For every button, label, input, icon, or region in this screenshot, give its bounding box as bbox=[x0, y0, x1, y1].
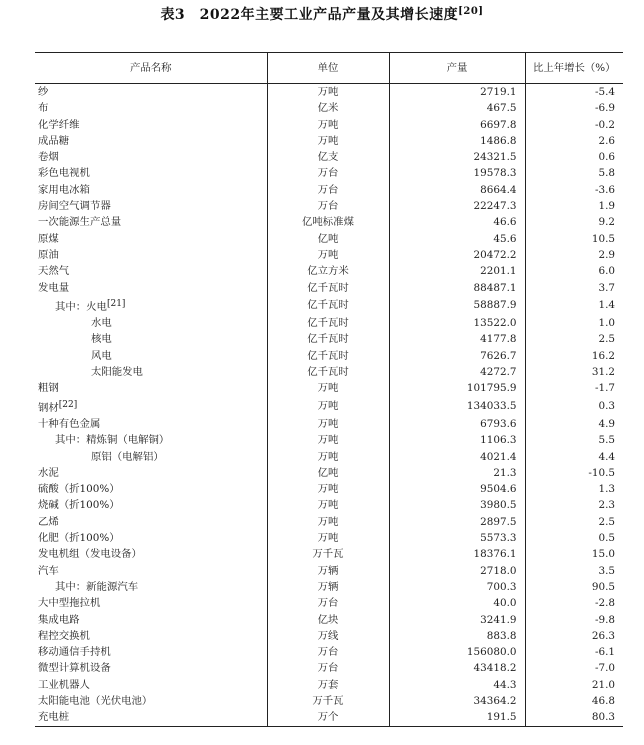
growth-cell: 10.5 bbox=[525, 231, 623, 247]
product-name-cell bbox=[35, 677, 267, 693]
table-row bbox=[35, 348, 623, 364]
table-row bbox=[35, 231, 623, 247]
product-name: 乙烯 bbox=[38, 515, 59, 528]
table-row bbox=[35, 449, 623, 465]
table-row bbox=[35, 612, 623, 628]
product-name-cell bbox=[35, 182, 267, 198]
product-name: 房间空气调节器 bbox=[38, 200, 111, 213]
growth-cell: 2.5 bbox=[525, 514, 623, 530]
output-cell: 191.5 bbox=[389, 709, 525, 726]
product-name: 太阳能发电 bbox=[91, 366, 143, 379]
unit-cell: 万吨 bbox=[267, 514, 389, 530]
output-cell: 4021.4 bbox=[389, 449, 525, 465]
output-cell: 3241.9 bbox=[389, 612, 525, 628]
footnote-marker: [22] bbox=[58, 399, 78, 410]
unit-cell: 万吨 bbox=[267, 84, 389, 101]
unit-cell: 万吨 bbox=[267, 133, 389, 149]
unit-cell: 万吨 bbox=[267, 481, 389, 497]
table-row bbox=[35, 465, 623, 481]
product-name-cell bbox=[35, 315, 267, 331]
table-row bbox=[35, 364, 623, 380]
product-name-cell bbox=[35, 296, 267, 315]
table-row bbox=[35, 709, 623, 726]
table-title-footnote: [20] bbox=[458, 6, 484, 17]
product-name-cell bbox=[35, 481, 267, 497]
product-name: 原油 bbox=[38, 248, 59, 261]
output-cell: 2719.1 bbox=[389, 84, 525, 101]
output-cell: 46.6 bbox=[389, 214, 525, 230]
product-name-cell bbox=[35, 231, 267, 247]
product-name-cell bbox=[35, 709, 267, 726]
product-name-cell bbox=[35, 563, 267, 579]
product-name: 风电 bbox=[91, 349, 112, 362]
product-name-cell bbox=[35, 693, 267, 709]
unit-cell: 亿千瓦时 bbox=[267, 296, 389, 315]
output-cell: 883.8 bbox=[389, 628, 525, 644]
unit-cell: 亿米 bbox=[267, 100, 389, 116]
product-name: 其中：新能源汽车 bbox=[55, 580, 139, 593]
product-name: 其中：火电 bbox=[55, 300, 107, 313]
table-row bbox=[35, 296, 623, 315]
footnote-marker: [21] bbox=[106, 298, 126, 309]
product-name: 集成电路 bbox=[38, 613, 80, 626]
product-name: 大中型拖拉机 bbox=[38, 597, 101, 610]
growth-cell: -2.8 bbox=[525, 595, 623, 611]
table-title bbox=[0, 4, 644, 24]
header-unit: 单位 bbox=[267, 53, 389, 84]
output-cell: 156080.0 bbox=[389, 644, 525, 660]
output-cell: 44.3 bbox=[389, 677, 525, 693]
table-row bbox=[35, 182, 623, 198]
unit-cell: 亿吨标准煤 bbox=[267, 214, 389, 230]
output-cell: 7626.7 bbox=[389, 348, 525, 364]
product-name: 粗钢 bbox=[38, 382, 59, 395]
output-cell: 22247.3 bbox=[389, 198, 525, 214]
table-row bbox=[35, 514, 623, 530]
product-name: 成品糖 bbox=[38, 134, 70, 147]
product-name: 硫酸（折100%） bbox=[38, 483, 120, 496]
product-name-cell bbox=[35, 397, 267, 416]
table-row bbox=[35, 530, 623, 546]
table-row bbox=[35, 497, 623, 513]
unit-cell: 万吨 bbox=[267, 247, 389, 263]
product-name: 化肥（折100%） bbox=[38, 532, 120, 545]
unit-cell: 万吨 bbox=[267, 530, 389, 546]
output-cell: 134033.5 bbox=[389, 397, 525, 416]
unit-cell: 亿千瓦时 bbox=[267, 348, 389, 364]
growth-cell: 0.5 bbox=[525, 530, 623, 546]
table-row bbox=[35, 432, 623, 448]
product-name: 化学纤维 bbox=[38, 118, 80, 131]
product-name-cell bbox=[35, 432, 267, 448]
table-row bbox=[35, 84, 623, 101]
product-name-cell bbox=[35, 100, 267, 116]
table-row bbox=[35, 693, 623, 709]
output-cell: 700.3 bbox=[389, 579, 525, 595]
product-name: 汽车 bbox=[38, 564, 59, 577]
output-cell: 9504.6 bbox=[389, 481, 525, 497]
table-row bbox=[35, 579, 623, 595]
unit-cell: 亿立方米 bbox=[267, 263, 389, 279]
product-name: 彩色电视机 bbox=[38, 167, 90, 180]
output-cell: 2201.1 bbox=[389, 263, 525, 279]
product-name: 天然气 bbox=[38, 265, 70, 278]
growth-cell: 2.9 bbox=[525, 247, 623, 263]
product-name: 发电量 bbox=[38, 281, 70, 294]
output-cell: 45.6 bbox=[389, 231, 525, 247]
table-row bbox=[35, 214, 623, 230]
unit-cell: 万千瓦 bbox=[267, 693, 389, 709]
output-cell: 2897.5 bbox=[389, 514, 525, 530]
output-cell: 18376.1 bbox=[389, 546, 525, 562]
growth-cell: 46.8 bbox=[525, 693, 623, 709]
growth-cell: 15.0 bbox=[525, 546, 623, 562]
growth-cell: -9.8 bbox=[525, 612, 623, 628]
product-name-cell bbox=[35, 364, 267, 380]
product-name: 水泥 bbox=[38, 466, 59, 479]
table-row bbox=[35, 315, 623, 331]
growth-cell: 26.3 bbox=[525, 628, 623, 644]
product-name-cell bbox=[35, 579, 267, 595]
product-name: 发电机组（发电设备） bbox=[38, 548, 142, 561]
output-cell: 4177.8 bbox=[389, 331, 525, 347]
product-name-cell bbox=[35, 530, 267, 546]
unit-cell: 亿千瓦时 bbox=[267, 331, 389, 347]
unit-cell: 万吨 bbox=[267, 117, 389, 133]
unit-cell: 亿千瓦时 bbox=[267, 364, 389, 380]
product-name-cell bbox=[35, 84, 267, 101]
growth-cell: 0.3 bbox=[525, 397, 623, 416]
growth-cell: -0.2 bbox=[525, 117, 623, 133]
product-name-cell bbox=[35, 117, 267, 133]
growth-cell: 90.5 bbox=[525, 579, 623, 595]
table-row bbox=[35, 481, 623, 497]
table-row bbox=[35, 263, 623, 279]
table-row bbox=[35, 149, 623, 165]
product-name-cell bbox=[35, 660, 267, 676]
unit-cell: 亿千瓦时 bbox=[267, 315, 389, 331]
table-row bbox=[35, 397, 623, 416]
output-cell: 43418.2 bbox=[389, 660, 525, 676]
unit-cell: 万吨 bbox=[267, 432, 389, 448]
growth-cell: -6.9 bbox=[525, 100, 623, 116]
table-row bbox=[35, 644, 623, 660]
product-name-cell bbox=[35, 198, 267, 214]
table-row bbox=[35, 100, 623, 116]
growth-cell: 3.5 bbox=[525, 563, 623, 579]
table-row bbox=[35, 416, 623, 432]
output-cell: 88487.1 bbox=[389, 280, 525, 296]
product-name: 其中：精炼铜（电解铜） bbox=[55, 434, 170, 447]
product-name: 工业机器人 bbox=[38, 678, 90, 691]
table-row bbox=[35, 380, 623, 396]
growth-cell: 1.4 bbox=[525, 296, 623, 315]
growth-cell: 21.0 bbox=[525, 677, 623, 693]
unit-cell: 万台 bbox=[267, 595, 389, 611]
header-output: 产量 bbox=[389, 53, 525, 84]
table-row bbox=[35, 165, 623, 181]
unit-cell: 万辆 bbox=[267, 563, 389, 579]
table-row bbox=[35, 660, 623, 676]
product-name-cell bbox=[35, 280, 267, 296]
unit-cell: 万台 bbox=[267, 198, 389, 214]
product-name: 充电桩 bbox=[38, 711, 70, 724]
product-name-cell bbox=[35, 497, 267, 513]
product-name: 纱 bbox=[38, 86, 49, 98]
unit-cell: 万吨 bbox=[267, 380, 389, 396]
table-row bbox=[35, 595, 623, 611]
output-cell: 58887.9 bbox=[389, 296, 525, 315]
output-cell: 2718.0 bbox=[389, 563, 525, 579]
growth-cell: 3.7 bbox=[525, 280, 623, 296]
growth-cell: -3.6 bbox=[525, 182, 623, 198]
product-name: 烧碱（折100%） bbox=[38, 499, 120, 512]
table-row bbox=[35, 677, 623, 693]
growth-cell: 4.4 bbox=[525, 449, 623, 465]
output-cell: 6793.6 bbox=[389, 416, 525, 432]
output-cell: 34364.2 bbox=[389, 693, 525, 709]
product-name-cell bbox=[35, 546, 267, 562]
growth-cell: 2.5 bbox=[525, 331, 623, 347]
product-name-cell bbox=[35, 644, 267, 660]
growth-cell: 5.8 bbox=[525, 165, 623, 181]
unit-cell: 万辆 bbox=[267, 579, 389, 595]
product-name-cell bbox=[35, 514, 267, 530]
product-name: 移动通信手持机 bbox=[38, 646, 111, 659]
product-name: 核电 bbox=[91, 333, 112, 346]
product-name-cell bbox=[35, 416, 267, 432]
product-name: 钢材 bbox=[38, 401, 59, 414]
growth-cell: 2.6 bbox=[525, 133, 623, 149]
output-cell: 101795.9 bbox=[389, 380, 525, 396]
product-name: 水电 bbox=[91, 317, 112, 330]
product-name: 一次能源生产总量 bbox=[38, 216, 122, 229]
growth-cell: 1.0 bbox=[525, 315, 623, 331]
growth-cell: 31.2 bbox=[525, 364, 623, 380]
growth-cell: 1.3 bbox=[525, 481, 623, 497]
product-name-cell bbox=[35, 612, 267, 628]
growth-cell: 4.9 bbox=[525, 416, 623, 432]
product-name: 微型计算机设备 bbox=[38, 662, 111, 675]
unit-cell: 万千瓦 bbox=[267, 546, 389, 562]
table-row bbox=[35, 117, 623, 133]
unit-cell: 亿千瓦时 bbox=[267, 280, 389, 296]
unit-cell: 万台 bbox=[267, 165, 389, 181]
product-name-cell bbox=[35, 165, 267, 181]
product-name-cell bbox=[35, 595, 267, 611]
output-cell: 5573.3 bbox=[389, 530, 525, 546]
header-growth: 比上年增长（%） bbox=[525, 53, 623, 84]
growth-cell: -10.5 bbox=[525, 465, 623, 481]
unit-cell: 亿吨 bbox=[267, 465, 389, 481]
product-name: 太阳能电池（光伏电池） bbox=[38, 694, 153, 707]
table-row bbox=[35, 563, 623, 579]
output-cell: 1106.3 bbox=[389, 432, 525, 448]
unit-cell: 万个 bbox=[267, 709, 389, 726]
product-name: 卷烟 bbox=[38, 151, 59, 164]
output-cell: 8664.4 bbox=[389, 182, 525, 198]
output-cell: 40.0 bbox=[389, 595, 525, 611]
output-cell: 3980.5 bbox=[389, 497, 525, 513]
product-name: 原煤 bbox=[38, 232, 59, 245]
output-cell: 1486.8 bbox=[389, 133, 525, 149]
product-name-cell bbox=[35, 214, 267, 230]
table-row bbox=[35, 628, 623, 644]
unit-cell: 万套 bbox=[267, 677, 389, 693]
product-name-cell bbox=[35, 149, 267, 165]
product-name-cell bbox=[35, 380, 267, 396]
growth-cell: 16.2 bbox=[525, 348, 623, 364]
product-name: 布 bbox=[38, 102, 49, 115]
output-cell: 24321.5 bbox=[389, 149, 525, 165]
product-name-cell bbox=[35, 331, 267, 347]
product-name-cell bbox=[35, 465, 267, 481]
unit-cell: 万线 bbox=[267, 628, 389, 644]
unit-cell: 万吨 bbox=[267, 416, 389, 432]
unit-cell: 亿吨 bbox=[267, 231, 389, 247]
output-cell: 20472.2 bbox=[389, 247, 525, 263]
output-cell: 13522.0 bbox=[389, 315, 525, 331]
unit-cell: 亿块 bbox=[267, 612, 389, 628]
table-title-text: 表3 2022年主要工业产品产量及其增长速度 bbox=[160, 7, 459, 23]
product-name: 程控交换机 bbox=[38, 629, 90, 642]
unit-cell: 亿支 bbox=[267, 149, 389, 165]
product-name-cell bbox=[35, 348, 267, 364]
growth-cell: -5.4 bbox=[525, 84, 623, 101]
product-name-cell bbox=[35, 133, 267, 149]
header-row bbox=[35, 53, 623, 84]
unit-cell: 万台 bbox=[267, 644, 389, 660]
output-cell: 4272.7 bbox=[389, 364, 525, 380]
table-header bbox=[35, 53, 623, 84]
unit-cell: 万吨 bbox=[267, 449, 389, 465]
unit-cell: 万吨 bbox=[267, 397, 389, 416]
growth-cell: 1.9 bbox=[525, 198, 623, 214]
table-body bbox=[35, 84, 623, 727]
unit-cell: 万台 bbox=[267, 660, 389, 676]
table-row bbox=[35, 133, 623, 149]
output-cell: 6697.8 bbox=[389, 117, 525, 133]
product-name: 十种有色金属 bbox=[38, 417, 101, 430]
growth-cell: 80.3 bbox=[525, 709, 623, 726]
product-name-cell bbox=[35, 247, 267, 263]
output-cell: 19578.3 bbox=[389, 165, 525, 181]
unit-cell: 万吨 bbox=[267, 497, 389, 513]
output-cell: 21.3 bbox=[389, 465, 525, 481]
growth-cell: -1.7 bbox=[525, 380, 623, 396]
product-name: 原铝（电解铝） bbox=[91, 450, 164, 463]
growth-cell: 2.3 bbox=[525, 497, 623, 513]
table-row bbox=[35, 247, 623, 263]
growth-cell: 6.0 bbox=[525, 263, 623, 279]
growth-cell: 9.2 bbox=[525, 214, 623, 230]
production-table bbox=[35, 52, 623, 727]
output-cell: 467.5 bbox=[389, 100, 525, 116]
header-product-name: 产品名称 bbox=[35, 53, 267, 84]
table-row bbox=[35, 280, 623, 296]
table-row bbox=[35, 546, 623, 562]
product-name-cell bbox=[35, 628, 267, 644]
growth-cell: 5.5 bbox=[525, 432, 623, 448]
product-name: 家用电冰箱 bbox=[38, 183, 90, 196]
growth-cell: 0.6 bbox=[525, 149, 623, 165]
table-row bbox=[35, 198, 623, 214]
growth-cell: -6.1 bbox=[525, 644, 623, 660]
table-row bbox=[35, 331, 623, 347]
product-name-cell bbox=[35, 449, 267, 465]
product-name-cell bbox=[35, 263, 267, 279]
unit-cell: 万台 bbox=[267, 182, 389, 198]
growth-cell: -7.0 bbox=[525, 660, 623, 676]
